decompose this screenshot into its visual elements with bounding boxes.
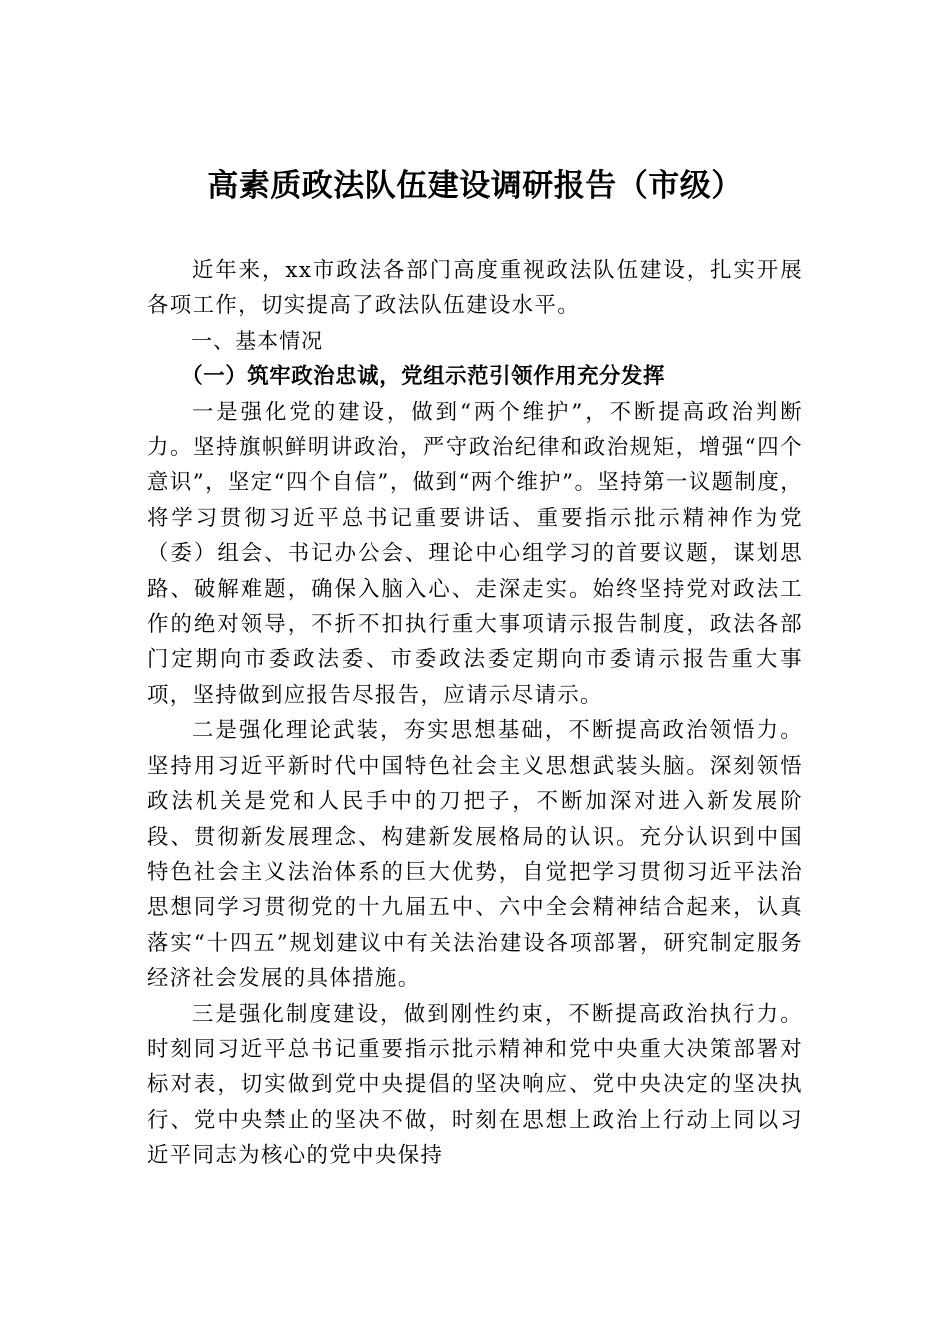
subsection-heading: （一）筑牢政治忠诚，党组示范引领作用充分发挥 <box>181 364 666 390</box>
section-heading: 一、基本情况 <box>191 328 324 353</box>
body-paragraph-2: 二是强化理论武装，夯实思想基础，不断提高政治领悟力。坚持用习近平新时代中国特色社会主义思想武装头脑。深刻领悟政法机关是党和人民手中的刀把子，不断加深对进入新发展阶段、贯彻新发展理念、构建新发展格局的认识。充分认识到中国特色社会主义法治体系的巨大优势，自觉把学习贯彻习近平法治思想同学习贯彻党的十九届五中、六中全会精神结合起来，认真落实“十四五”规划建议中有关法治建设各项部署，研究制定服务经济社会发展的具体措施。 <box>147 718 803 992</box>
intro-paragraph: 近年来，xx市政法各部门高度重视政法队伍建设，扎实开展各项工作，切实提高了政法队伍建设水平。 <box>147 258 803 319</box>
document-title: 高素质政法队伍建设调研报告（市级） <box>207 168 743 204</box>
document-body <box>147 253 803 1174</box>
body-paragraph-1: 一是强化党的建设，做到“两个维护”，不断提高政治判断力。坚持旗帜鲜明讲政治，严守政治纪律和政治规矩，增强“四个意识”，坚定“四个自信”，做到“两个维护”。坚持第一议题制度，将学习贯彻习近平总书记重要讲话、重要指示批示精神作为党（委）组会、书记办公会、理论中心组学习的首要议题，谋划思路、破解难题，确保入脑入心、走深走实。始终坚持党对政法工作的绝对领导，不折不扣执行重大事项请示报告制度，政法各部门定期向市委政法委、市委政法委定期向市委请示报告重大事项，坚持做到应报告尽报告，应请示尽请示。 <box>147 399 803 708</box>
body-paragraph-3: 三是强化制度建设，做到刚性约束，不断提高政治执行力。时刻同习近平总书记重要指示批示精神和党中央重大决策部署对标对表，切实做到党中央提倡的坚决响应、党中央决定的坚决执行、党中央禁止的坚决不做，时刻在思想上政治上行动上同以习近平同志为核心的党中央保持 <box>147 1001 803 1169</box>
